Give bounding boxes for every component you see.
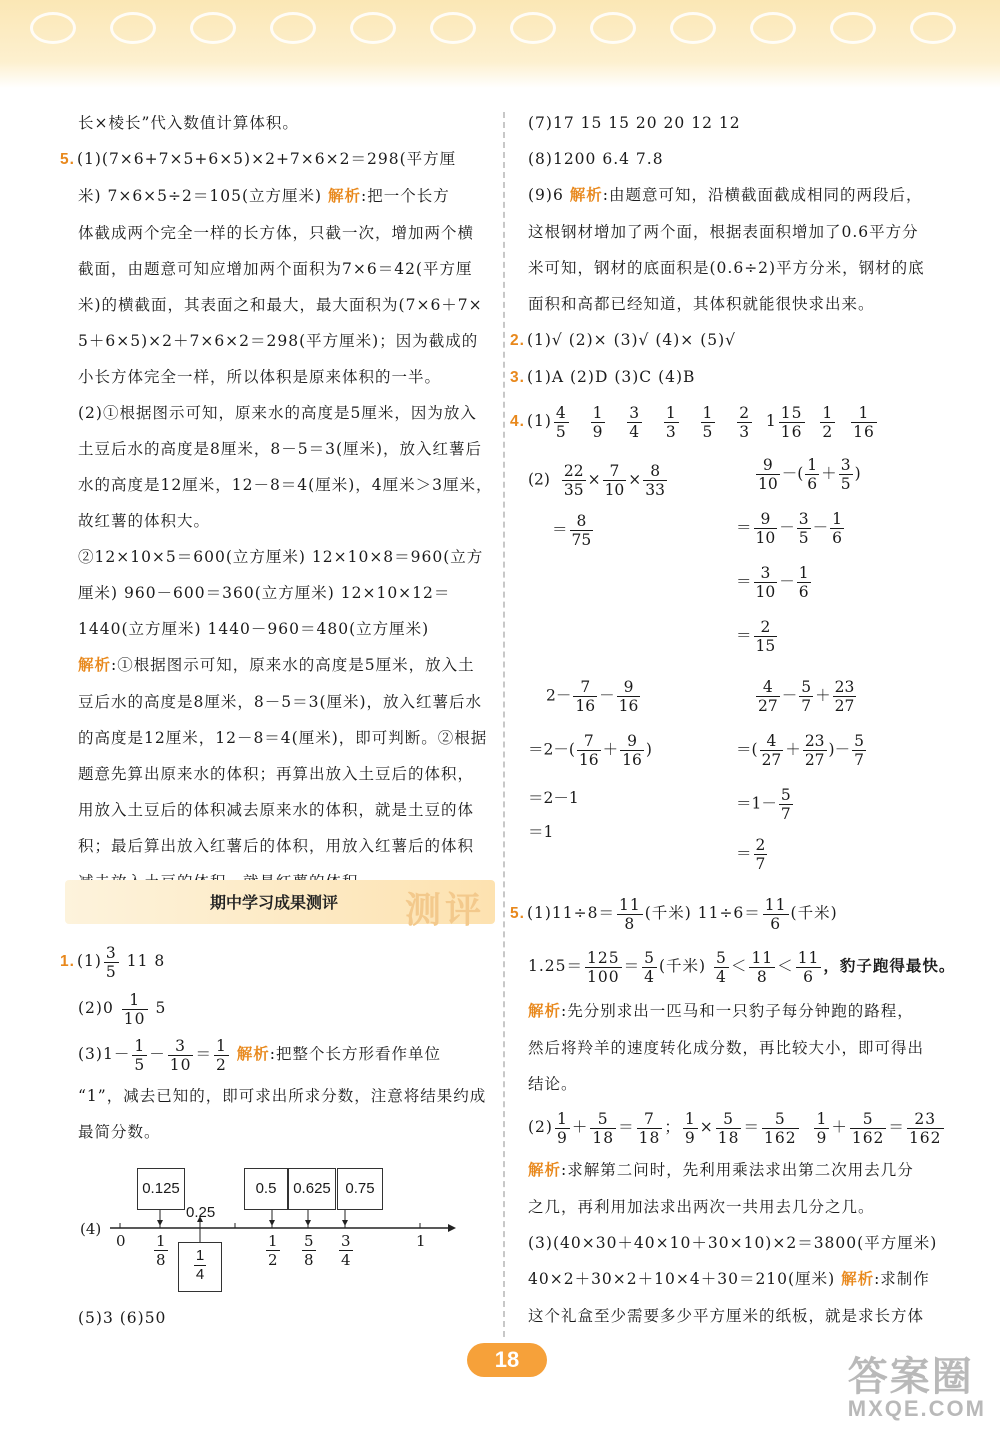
- text-line: (3)(40×30＋40×10＋30×10)×2＝3800(平方厘米): [528, 1234, 938, 1252]
- question-number: 4.: [510, 413, 525, 430]
- analysis-label: 解析: [841, 1271, 875, 1288]
- fraction: $\frac{1}{5}$: [702, 403, 714, 441]
- text-line: 米可知，钢材的底面积是(0.6÷2)平方分米，钢材的底: [528, 259, 925, 277]
- fraction: $\frac{4}{5}$: [555, 403, 567, 441]
- fraction: $\frac{1}{4}$: [195, 1247, 205, 1283]
- text-line: (2) $\frac{1}{9}$ ＋ $\frac{5}{18}$ ＝ $\frac{7}{18}$ ； $\frac{1}{9}$ × $\frac{5}{18}$ ＝ $\frac{5}{162}$ $\frac{1}{9}$ ＋ $\frac{5}{162}$ ＝ $\frac{23}{162}$: [528, 1109, 942, 1147]
- answer-box: 0.5: [244, 1168, 288, 1210]
- midterm-answers: [60, 938, 492, 1150]
- fraction: $\frac{1}{3}$: [665, 403, 677, 441]
- analysis-label: 解析: [328, 188, 362, 205]
- analysis-label: 解析: [528, 1003, 562, 1020]
- cloud-icon: [350, 12, 396, 44]
- text-line: 积；最后算出放入红薯后的体积，用放入红薯后的体积: [78, 837, 475, 855]
- text-line: 土豆后水的高度是8厘米，8－5＝3(厘米)，放入红薯后: [78, 440, 483, 458]
- text-line: 1440(立方厘米) 1440－960＝480(立方厘米): [78, 620, 430, 638]
- cloud-icon: [30, 12, 76, 44]
- right-column: [510, 105, 948, 447]
- question-number: 3.: [510, 369, 525, 386]
- calc-line: ＝2－1: [528, 789, 579, 807]
- calc-line: ＝2－( $\frac{7}{16}$ ＋ $\frac{9}{16}$ ): [528, 732, 652, 769]
- tick-label: 0: [116, 1232, 126, 1250]
- cloud-icon: [750, 12, 796, 44]
- text-line: 这根钢材增加了两个面，根据表面积增加了0.6平方分: [528, 223, 919, 241]
- fraction: $\frac{1}{2}$: [215, 1036, 227, 1074]
- text-line: 厘米) 960－600＝360(立方厘米) 12×10×12＝: [78, 584, 451, 602]
- calc-line: ＝ $\frac{2}{15}$: [736, 618, 776, 655]
- calc-line: ＝1: [528, 823, 554, 841]
- question-number: 2.: [510, 332, 525, 349]
- calc-line: ＝( $\frac{4}{27}$ ＋ $\frac{23}{27}$ )－ $\frac{5}{7}$: [736, 732, 864, 769]
- text-line: 解析:先分别求出一匹马和一只豹子每分钟跑的路程，: [528, 1002, 914, 1020]
- text-line: ②12×10×5＝600(立方厘米) 12×10×8＝960(立方: [78, 548, 484, 566]
- section-title-decoration: 测评: [404, 889, 485, 930]
- fraction: $\frac{3}{5}$: [105, 943, 117, 981]
- text-line: 40×2＋30×2＋10×4＋30＝210(厘米) 解析:求制作: [528, 1270, 930, 1288]
- cloud-icon: [190, 12, 236, 44]
- fraction: $\frac{15}{16}$: [780, 403, 803, 441]
- answer-box: 0.125: [137, 1168, 185, 1210]
- calc-line: ＝ $\frac{9}{10}$ － $\frac{3}{5}$ － $\frac{1}{6}$: [736, 510, 843, 547]
- text-line: 米)的横截面，其表面之和最大，最大面积为(7×6＋7×: [78, 296, 483, 314]
- text-line: 最简分数。: [78, 1123, 161, 1141]
- watermark-title: 答案圈: [847, 1355, 974, 1399]
- question-number: 5.: [60, 151, 75, 168]
- tick-label: 1 8: [156, 1232, 166, 1269]
- pointer-arrowhead: [342, 1220, 348, 1226]
- text-line: (5)3 (6)50: [78, 1309, 167, 1327]
- analysis-label: 解析: [78, 657, 112, 674]
- text-line: 之几，再利用加法求出两次一共用去几分之几。: [528, 1198, 875, 1216]
- text-line: 结论。: [528, 1075, 578, 1093]
- cloud-icon: [430, 12, 476, 44]
- calc-line: ＝ $\frac{8}{75}$: [552, 512, 592, 549]
- text-line: 小长方体完全一样，所以体积是原来体积的一半。: [78, 368, 442, 386]
- header-banner: [0, 0, 1000, 88]
- text-line: (2)①根据图示可知，原来水的高度是5厘米，因为放入: [78, 404, 477, 422]
- text-line: (2)0 $\frac{1}{10}$ 5: [78, 990, 167, 1028]
- text-line: (9)6 解析:由题意可知，沿横截面截成相同的两段后，: [528, 186, 923, 204]
- cloud-icon: [670, 12, 716, 44]
- pointer-arrowhead: [305, 1220, 311, 1226]
- cloud-icon: [110, 12, 156, 44]
- calc-line: ＝ $\frac{3}{10}$ － $\frac{1}{6}$: [736, 564, 809, 601]
- text-line: 用放入土豆后的体积减去原来水的体积，就是土豆的体: [78, 801, 475, 819]
- question-number: 1.: [60, 953, 75, 970]
- fraction: $\frac{1}{2}$: [822, 403, 834, 441]
- number-line-diagram: [80, 1160, 460, 1310]
- calc-line: $\frac{4}{27}$ － $\frac{5}{7}$ ＋ $\frac{23}{27}$: [758, 678, 855, 715]
- text-line: 体截成两个完全一样的长方体，只截一次，增加两个横: [78, 224, 475, 242]
- text-line: 豆后水的高度是8厘米，8－5＝3(厘米)，放入红薯后水: [78, 693, 483, 711]
- axis-arrow: [448, 1224, 456, 1232]
- calc-line: $\frac{9}{10}$ －( $\frac{1}{6}$ ＋ $\frac{3}{5}$ ): [758, 456, 861, 493]
- watermark: [848, 1345, 986, 1422]
- watermark-site: MXQE.COM: [847, 1396, 986, 1421]
- text-line: (8)1200 6.4 7.8: [528, 150, 664, 168]
- text-line: 这个礼盒至少需要多少平方厘米的纸板，就是求长方体: [528, 1307, 925, 1325]
- text-line: 1.25＝ $\frac{125}{100}$ ＝ $\frac{5}{4}$ (千米) $\frac{5}{4}$ ＜ $\frac{11}{8}$ ＜ $\frac{11}{6}$ ，豹子跑得最快。: [528, 948, 956, 986]
- text-line: 1. (1) $\frac{3}{5}$ 11 8: [60, 943, 166, 981]
- text-line: 解析:①根据图示可知，原来水的高度是5厘米，放入土: [78, 656, 475, 674]
- left-column: [60, 105, 493, 900]
- answer-box: 0.625: [288, 1168, 336, 1210]
- cloud-icon: [270, 12, 316, 44]
- text-line: 解析:求解第二问时，先利用乘法求出第二次用去几分: [528, 1161, 914, 1179]
- text-line: 题意先算出原来水的体积；再算出放入土豆后的体积，: [78, 765, 475, 783]
- fraction: $\frac{1}{10}$: [123, 990, 146, 1028]
- text-line: 米) 7×6×5÷2＝105(立方厘米) 解析:把一个长方: [78, 187, 450, 205]
- cloud-icon: [910, 12, 956, 44]
- text-line: 5＋6×5)×2＋7×6×2＝298(平方厘米)；因为截成的: [78, 332, 479, 350]
- text-line: 3. (1)A (2)D (3)C (4)B: [510, 368, 696, 386]
- pointer-arrowhead: [269, 1220, 275, 1226]
- analysis-label: 解析: [528, 1162, 562, 1179]
- text-line: 截面，由题意可知应增加两个面积为7×6＝42(平方厘: [78, 260, 473, 278]
- fraction: $\frac{1}{9}$: [592, 403, 604, 441]
- text-line: (7)17 15 15 20 20 12 12: [528, 114, 741, 132]
- text-line: 长×棱长”代入数值计算体积。: [78, 114, 299, 132]
- analysis-label: 解析: [236, 1046, 270, 1063]
- analysis-label: 解析: [569, 187, 603, 204]
- column-divider: [503, 112, 505, 1337]
- text-line: (3)1－ $\frac{1}{5}$ － $\frac{3}{10}$ ＝ $\frac{1}{2}$ 解析:把整个长方形看作单位: [78, 1036, 442, 1074]
- text-line: 故红薯的体积大。: [78, 512, 211, 530]
- text-line: 然后将羚羊的速度转化成分数，再比较大小，即可得出: [528, 1039, 925, 1057]
- section-title-bar: [65, 880, 495, 930]
- number-line-label: (4): [80, 1220, 102, 1238]
- fraction: $\frac{3}{4}$: [629, 403, 641, 441]
- calculation-block: [528, 450, 948, 880]
- fraction: $\frac{3}{10}$: [169, 1036, 192, 1074]
- section-title: 期中学习成果测评: [210, 895, 339, 912]
- calc-line: 2－ $\frac{7}{16}$ － $\frac{9}{16}$: [546, 678, 639, 715]
- text-line: 5. (1)11÷8＝ $\frac{11}{8}$ (千米) 11÷6＝ $\frac{11}{6}$ (千米): [510, 895, 838, 933]
- cloud-icon: [830, 12, 876, 44]
- question-number: 5.: [510, 905, 525, 922]
- tick-label: 1: [416, 1232, 426, 1250]
- tick-label: 5 8: [304, 1232, 314, 1269]
- answer-box: 0.75: [337, 1168, 383, 1210]
- fraction: $\frac{1}{16}$: [853, 403, 875, 441]
- q5-answers: [510, 888, 956, 1334]
- tick-label: 3 4: [341, 1232, 351, 1269]
- text-line: 的高度是12厘米，12－8＝4(厘米)，即可判断。②根据: [78, 729, 488, 747]
- calc-line: ＝ $\frac{2}{7}$: [736, 836, 766, 873]
- text-line: 水的高度是12厘米，12－8＝4(厘米)，4厘米＞3厘米，: [78, 476, 493, 494]
- text-line: “1”，减去已知的，即可求出所求分数，注意将结果约成: [78, 1087, 487, 1105]
- cloud-icon: [590, 12, 636, 44]
- fraction: $\frac{2}{3}$: [739, 403, 751, 441]
- quarter-label: 0.25: [186, 1204, 216, 1221]
- text-line: 4. (1) $\frac{4}{5}$ $\frac{1}{9}$ $\frac{3}{4}$ $\frac{1}{3}$ $\frac{1}{5}$ $\frac{2}{3}$ 1 $\frac{15}{16}$ $\frac{1}{2}$ $\frac{1}{16}$: [510, 403, 875, 441]
- cloud-icon: [510, 12, 556, 44]
- text-line: 5. (1)(7×6+7×5+6×5)×2+7×6×2＝298(平方厘: [60, 150, 457, 168]
- answer-box-fraction: [178, 1242, 222, 1292]
- pointer-arrowhead: [157, 1220, 163, 1226]
- text-line: 2. (1)√ (2)× (3)√ (4)× (5)√: [510, 331, 737, 349]
- text-line: 面积和高都已经知道，其体积就能很快求出来。: [528, 295, 875, 313]
- calc-line: (2) $\frac{22}{35}$ × $\frac{7}{10}$ × $\frac{8}{33}$: [528, 462, 666, 499]
- calc-line: ＝1－ $\frac{5}{7}$: [736, 786, 791, 823]
- page-number: 18: [467, 1343, 547, 1377]
- tick-label: 1 2: [268, 1232, 278, 1269]
- fraction: $\frac{1}{5}$: [134, 1036, 146, 1074]
